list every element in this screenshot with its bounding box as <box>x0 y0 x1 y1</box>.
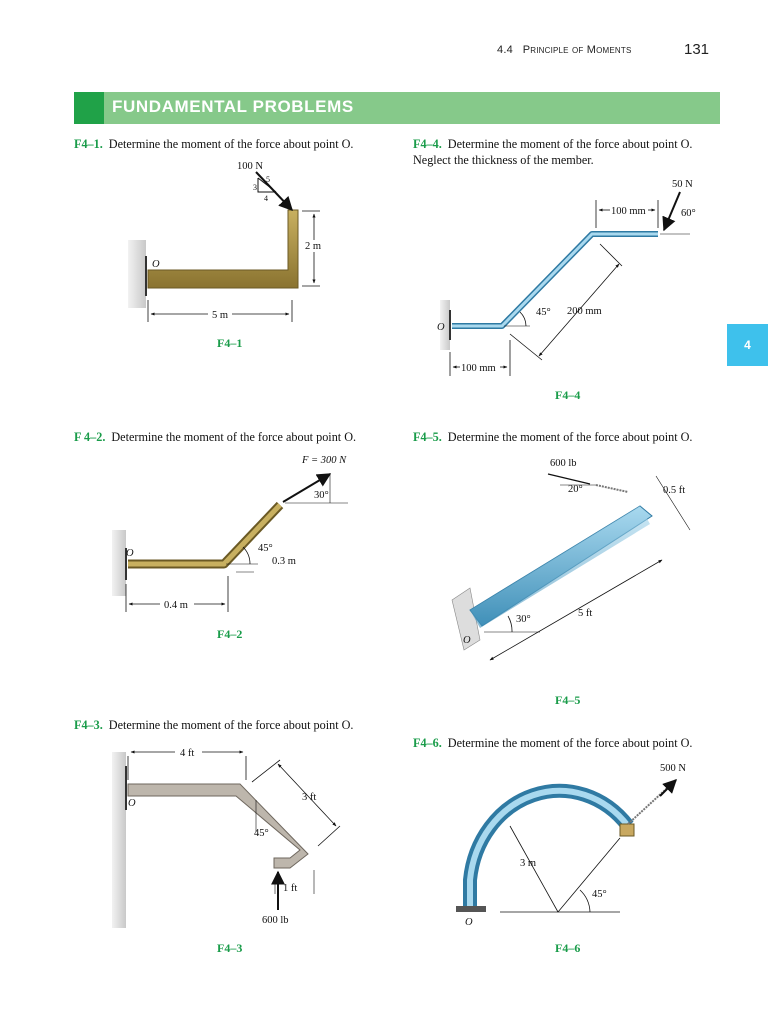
problem-number: F4–3. <box>74 718 103 732</box>
wall-support <box>112 752 126 928</box>
bent-rod-highlight <box>452 234 658 326</box>
figure-f4-5 <box>452 458 690 660</box>
banner-title: FUNDAMENTAL PROBLEMS <box>112 97 354 116</box>
problem-text-2: Neglect the thickness of the member. <box>413 153 594 167</box>
force-angle-label: 20° <box>568 484 583 495</box>
triangle-side-5: 5 <box>266 175 270 184</box>
page-number: 131 <box>684 41 710 58</box>
bottom-length-label: 100 mm <box>461 363 496 374</box>
force-arrow <box>664 192 680 230</box>
bracket <box>128 784 308 868</box>
force-line <box>548 474 590 484</box>
radius-line <box>510 826 558 912</box>
width-label: 0.5 ft <box>663 485 686 496</box>
section-number: 4.4 <box>497 44 513 56</box>
dim-ext <box>318 826 340 846</box>
radius-label: 3 m <box>520 858 537 869</box>
top-length-label: 4 ft <box>180 748 195 759</box>
point-o: O <box>463 635 471 646</box>
wall-support <box>128 240 146 308</box>
figure-caption-f4-5: F4–5 <box>555 693 581 707</box>
figure-f4-1 <box>128 161 321 322</box>
problem-text: Determine the moment of the force about point O. <box>447 736 693 750</box>
bent-bar <box>128 505 280 564</box>
point-o: O <box>465 917 473 928</box>
tilted-post-shade <box>470 506 650 628</box>
figure-f4-2 <box>112 455 348 612</box>
dim-ext <box>600 244 622 266</box>
point-o: O <box>437 322 445 333</box>
l-beam <box>148 210 298 288</box>
figure-f4-3 <box>112 748 340 928</box>
angle-arc <box>520 312 526 326</box>
force-label: 600 lb <box>262 915 289 926</box>
angle-arc <box>508 616 512 632</box>
bent-rod <box>452 234 658 326</box>
point-o: O <box>152 259 160 270</box>
wall-support <box>112 530 126 596</box>
triangle-side-4: 4 <box>264 194 268 203</box>
point-o: O <box>126 548 134 559</box>
height-label: 2 m <box>305 241 322 252</box>
problem-text: Determine the moment of the force about point O. <box>108 137 354 151</box>
offset-label: 1 ft <box>283 883 298 894</box>
problem-text: Determine the moment of the force about point O. <box>447 430 693 444</box>
force-label: 600 lb <box>550 458 577 469</box>
force-angle-label: 30° <box>314 490 329 501</box>
figure-f4-4 <box>437 179 696 376</box>
figure-caption-f4-3: F4–3 <box>217 941 243 955</box>
dim-ext <box>252 760 280 782</box>
problem-number: F 4–2. <box>74 430 106 444</box>
problem-number: F4–4. <box>413 137 442 151</box>
angle-arc <box>243 547 250 564</box>
figure-caption-f4-1: F4–1 <box>217 336 243 350</box>
bend-angle-label: 45° <box>536 307 551 318</box>
problem-text: Determine the moment of the force about point O. <box>108 718 354 732</box>
slant-length-label: 3 ft <box>302 792 317 803</box>
force-label: F = 300 N <box>302 455 347 466</box>
force-arrow <box>660 780 676 796</box>
figure-caption-f4-4: F4–4 <box>555 388 581 402</box>
top-length-label: 100 mm <box>611 206 646 217</box>
radius-line <box>558 838 620 912</box>
arm-length-label: 0.3 m <box>272 556 296 567</box>
length-label: 5 m <box>212 310 229 321</box>
force-label: 500 N <box>660 763 686 774</box>
force-label: 100 N <box>237 161 263 172</box>
length-label: 0.4 m <box>164 600 188 611</box>
length-label: 5 ft <box>578 608 593 619</box>
dim-line <box>490 560 662 660</box>
figure-caption-f4-2: F4–2 <box>217 627 243 641</box>
angle-arc <box>580 890 590 912</box>
chapter-tab[interactable]: 4 <box>727 324 768 366</box>
figure-caption-f4-6: F4–6 <box>555 941 581 955</box>
force-arrow <box>256 172 292 210</box>
angle-label: 45° <box>592 889 607 900</box>
problem-text: Determine the moment of the force about point O. <box>447 137 693 151</box>
bend-angle-label: 45° <box>258 543 273 554</box>
angle-label: 45° <box>254 828 269 839</box>
problem-text: Determine the moment of the force about point O. <box>111 430 357 444</box>
figure-f4-6 <box>456 763 686 928</box>
base-angle-label: 30° <box>516 614 531 625</box>
problem-number: F4–5. <box>413 430 442 444</box>
point-o: O <box>128 798 136 809</box>
base-plate <box>456 906 486 912</box>
slant-length-label: 200 mm <box>567 306 602 317</box>
section-title: Principle of Moments <box>522 44 632 56</box>
triangle-side-3: 3 <box>253 183 257 192</box>
clamp <box>620 824 634 836</box>
problem-number: F4–1. <box>74 137 103 151</box>
dim-ext <box>510 334 542 360</box>
force-label: 50 N <box>672 179 693 190</box>
cable <box>596 485 628 492</box>
problem-number: F4–6. <box>413 736 442 750</box>
force-angle-label: 60° <box>681 208 696 219</box>
